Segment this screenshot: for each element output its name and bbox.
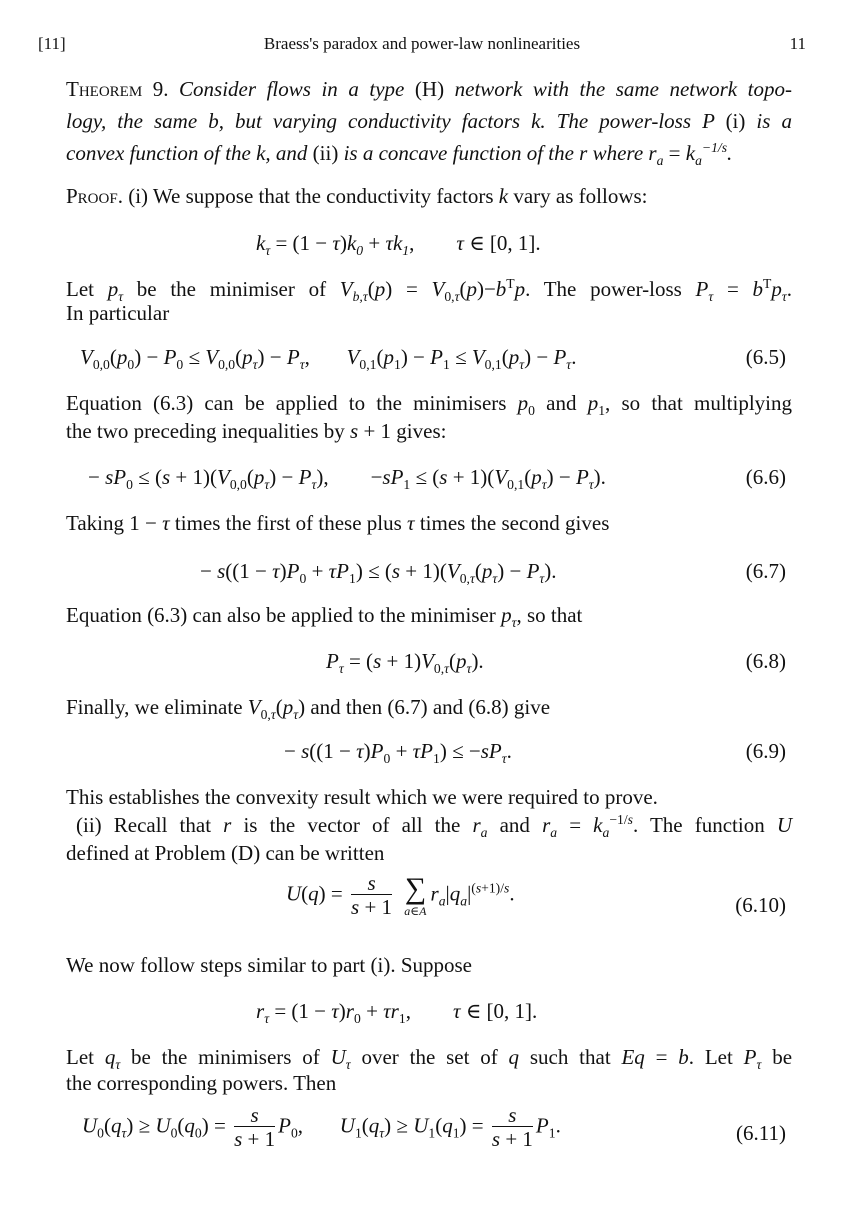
paragraph-establishes: This establishes the convexity result which we were required to prove. xyxy=(66,785,658,809)
equation-number-6-10: (6.10) xyxy=(735,893,786,917)
paragraph-let-q-line-1: Let $q_\tau$ be the minimisers of $U_\tau$ over the set of q such that Eq = b. Let $P_\tau$ be xyxy=(66,1045,793,1073)
fraction-s-over-s-plus-1-b: $\frac{s}{s + 1}$ xyxy=(491,1103,533,1151)
section-ref: [11] xyxy=(38,34,66,53)
equation-number-6-8: (6.8) xyxy=(745,649,786,673)
equation-6-6: − $sP_0 \le (s + 1)(V_{0,0}(p_\tau) - P_\tau)$, $-sP_1 \le (s + 1)(V_{0,1}(p_\tau) - P_\tau)$. xyxy=(88,465,606,493)
paragraph-let-q-line-2: the corresponding powers. Then xyxy=(66,1071,337,1095)
paragraph-eq63-line-2: the two preceding inequalities by s + 1 gives: xyxy=(66,419,447,443)
theorem-line-2: logy, the same b, but varying conductivity factors k. The power-loss P (i) is a xyxy=(66,109,792,133)
paragraph-ii-line-1: (ii) Recall that r is the vector of all the $r_a$ and $r_a = k_a^{-1/s}$. The function U xyxy=(76,812,792,841)
equation-number-6-7: (6.7) xyxy=(745,559,786,583)
equation-6-8: $P_\tau = (s + 1)V_{0,\tau}(p_\tau)$. xyxy=(326,649,484,677)
equation-6-10: U(q) = $\frac{s}{s + 1}$ ∑ a∈A $r_a|q_a|^{(s+1)/s}$. xyxy=(286,871,515,919)
paragraph-also: Equation (6.3) can also be applied to the minimiser $p_\tau$, so that xyxy=(66,603,583,631)
theorem-line-3: convex function of the k, and (ii) is a concave function of the r where $r_a = k_a^{-1/s}$. xyxy=(66,140,733,169)
equation-r-tau: $r_\tau = (1 - \tau)r_0 + \tau r_1$, τ ∈ [0, 1]. xyxy=(256,999,538,1027)
equation-number-6-6: (6.6) xyxy=(745,465,786,489)
paragraph-let-p-tau: Let $p_\tau$ be the minimiser of $V_{b,\tau}(p) = V_{0,\tau}(p)-b^Tp$. The power-loss $P_\tau = b^Tp_\tau$. xyxy=(66,276,792,305)
proof-intro-text: (i) We suppose that the conductivity factors k vary as follows: xyxy=(128,184,648,208)
equation-6-5: $V_{0,0}(p_0) - P_0 \le V_{0,0}(p_\tau) - P_\tau$, $V_{0,1}(p_1) - P_1 \le V_{0,1}(p_\tau) - P_\tau$. xyxy=(80,345,577,373)
page-number: 11 xyxy=(789,34,806,53)
theorem-text-1: Consider flows in a type (H) network with the same network topo- xyxy=(179,77,792,101)
equation-number-6-5: (6.5) xyxy=(745,345,786,369)
theorem-line-1 xyxy=(66,76,792,102)
theorem-label: Theorem 9. xyxy=(66,77,169,101)
paragraph-now: We now follow steps similar to part (i). Suppose xyxy=(66,953,473,977)
equation-6-7: − $s((1 - \tau)P_0 + \tau P_1) \le (s + 1)(V_{0,\tau}(p_\tau) - P_\tau)$. xyxy=(200,559,557,587)
summation-over-a-in-A: ∑ a∈A xyxy=(404,871,427,918)
running-header xyxy=(38,34,806,62)
equation-6-11: $U_0(q_\tau) \ge U_0(q_0)$ = $\frac{s}{s + 1}$ $P_0$, $U_1(q_\tau) \ge U_1(q_1)$ = $\frac{s}{s + 1}$ $P_1$. xyxy=(82,1103,561,1151)
fraction-s-over-s-plus-1-a: $\frac{s}{s + 1}$ xyxy=(234,1103,276,1151)
equation-6-9: − $s((1 - \tau)P_0 + \tau P_1) \le -sP_\tau$. xyxy=(284,739,512,767)
proof-intro xyxy=(66,183,792,209)
paragraph-eq63-line-1: Equation (6.3) can be applied to the minimisers $p_0$ and $p_1$, so that multiplying xyxy=(66,391,792,419)
proof-label: Proof. xyxy=(66,184,123,208)
paragraph-finally: Finally, we eliminate $V_{0,\tau}(p_\tau)$ and then (6.7) and (6.8) give xyxy=(66,695,551,723)
equation-number-6-9: (6.9) xyxy=(745,739,786,763)
paragraph-in-particular: In particular xyxy=(66,301,170,325)
paragraph-ii-line-2: defined at Problem (D) can be written xyxy=(66,841,385,865)
fraction-s-over-s-plus-1: $\frac{s}{s + 1}$ xyxy=(351,871,393,919)
equation-number-6-11: (6.11) xyxy=(736,1121,786,1145)
paragraph-taking: Taking 1 − τ times the first of these plus τ times the second gives xyxy=(66,511,610,535)
running-title: Braess's paradox and power-law nonlinearities xyxy=(263,34,581,53)
equation-k-tau: $k_\tau = (1 - \tau)k_0 + \tau k_1$, τ ∈ [0, 1]. xyxy=(256,231,541,259)
